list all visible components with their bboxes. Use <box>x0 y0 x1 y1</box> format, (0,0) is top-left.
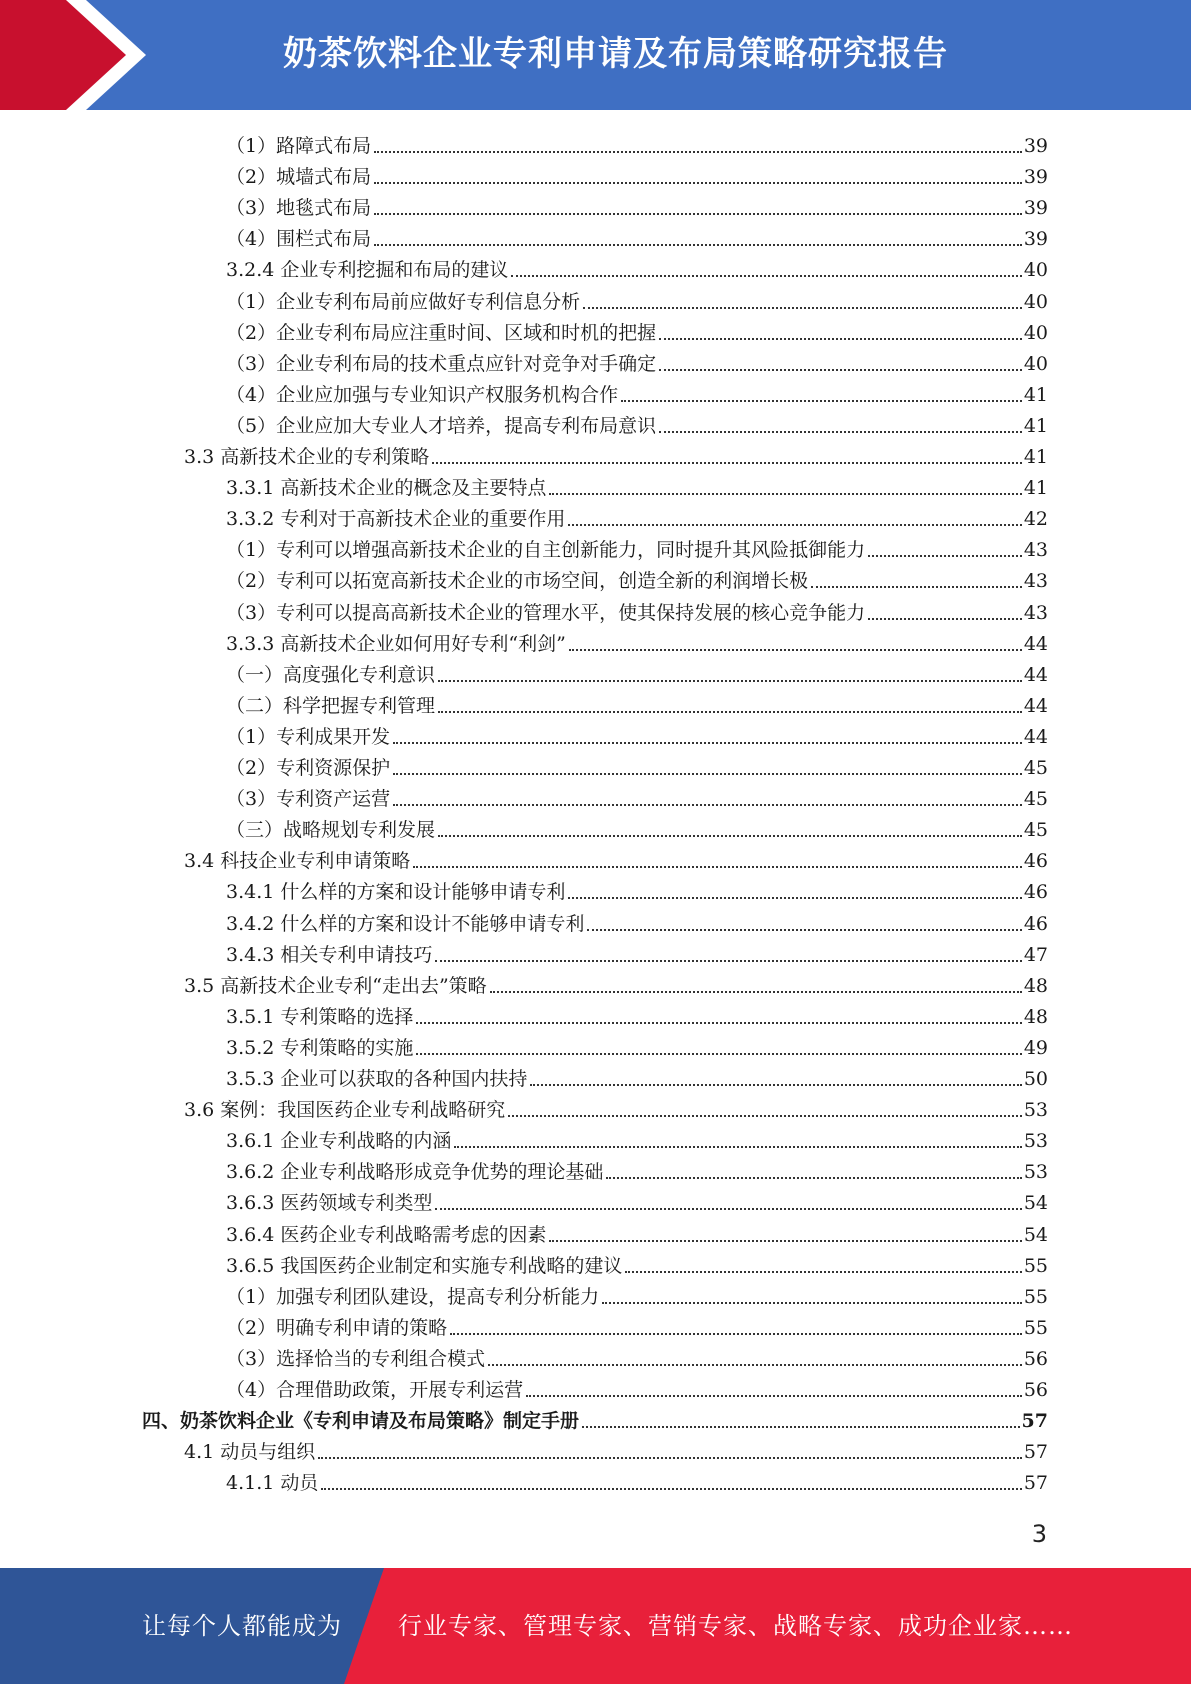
toc-entry-page: 55 <box>1023 1285 1048 1308</box>
toc-entry-title: 3.6.3 医药领域专利类型 <box>226 1192 433 1215</box>
toc-entry[interactable] <box>226 469 1048 500</box>
toc-entry[interactable] <box>226 220 1048 251</box>
footer-slogan-right: 行业专家、管理专家、营销专家、战略专家、成功企业家…… <box>398 1612 1073 1640</box>
toc-entry[interactable] <box>184 438 1048 469</box>
toc-entry[interactable] <box>226 283 1048 314</box>
toc-dot-leader <box>435 960 1021 962</box>
toc-entry[interactable] <box>226 500 1048 531</box>
toc-entry-page: 41 <box>1023 446 1048 468</box>
toc-entry-page: 39 <box>1023 197 1048 220</box>
toc-entry[interactable] <box>226 531 1048 562</box>
toc-entry-title: （3）选择恰当的专利组合模式 <box>226 1347 486 1370</box>
toc-dot-leader <box>625 1271 1021 1273</box>
toc-dot-leader <box>659 431 1022 433</box>
toc-dot-leader <box>621 400 1022 402</box>
toc-entry[interactable] <box>226 562 1048 593</box>
toc-entry-title: 3.3.2 专利对于高新技术企业的重要作用 <box>226 508 566 531</box>
toc-entry-page: 48 <box>1023 974 1048 997</box>
toc-entry-title: （3）专利可以提高高新技术企业的管理水平，使其保持发展的核心竞争能力 <box>226 601 866 624</box>
toc-dot-leader <box>549 1240 1021 1242</box>
toc-entry[interactable] <box>226 687 1048 718</box>
toc-entry-title: 3.2.4 企业专利挖掘和布局的建议 <box>226 259 509 282</box>
toc-entry[interactable] <box>226 1278 1048 1309</box>
toc-entry-page: 46 <box>1023 912 1048 935</box>
toc-dot-leader <box>321 1488 1021 1490</box>
toc-entry-title: （5）企业应加大专业人才培养，提高专利布局意识 <box>226 414 657 437</box>
toc-dot-leader <box>582 1426 1020 1428</box>
toc-entry-page: 53 <box>1023 1161 1048 1184</box>
toc-dot-leader <box>568 524 1021 526</box>
toc-entry[interactable] <box>142 1402 1048 1433</box>
toc-dot-leader <box>438 711 1022 713</box>
toc-entry[interactable] <box>226 905 1048 936</box>
toc-entry-title: （1）专利可以增强高新技术企业的自主创新能力，同时提升其风险抵御能力 <box>226 539 866 562</box>
toc-dot-leader <box>374 213 1022 215</box>
toc-entry-title: 3.5.1 专利策略的选择 <box>226 1005 414 1028</box>
toc-dot-leader <box>438 680 1022 682</box>
toc-entry-title: 3.5 高新技术企业专利“走出去”策略 <box>184 974 487 997</box>
toc-entry-title: 3.6 案例：我国医药企业专利战略研究 <box>184 1099 506 1122</box>
toc-entry[interactable] <box>184 967 1048 998</box>
toc-entry-page: 40 <box>1023 290 1048 313</box>
toc-entry-page: 55 <box>1023 1316 1048 1339</box>
toc-entry-page: 39 <box>1023 166 1048 189</box>
toc-entry-title: （2）专利资源保护 <box>226 757 391 779</box>
toc-entry-page: 44 <box>1023 663 1048 686</box>
toc-entry[interactable] <box>226 158 1048 189</box>
footer-slogan-left: 让每个人都能成为 <box>142 1612 342 1640</box>
toc-entry[interactable] <box>226 345 1048 376</box>
toc-entry-page: 41 <box>1023 383 1048 406</box>
toc-entry-title: 3.3.1 高新技术企业的概念及主要特点 <box>226 477 547 500</box>
toc-entry-page: 40 <box>1023 321 1048 344</box>
toc-entry-title: （1）企业专利布局前应做好专利信息分析 <box>226 290 581 313</box>
toc-entry-page: 45 <box>1023 819 1048 842</box>
toc-entry[interactable] <box>226 1153 1048 1184</box>
toc-entry-page: 57 <box>1023 1472 1048 1495</box>
toc-entry[interactable] <box>226 656 1048 687</box>
toc-entry[interactable] <box>226 998 1048 1029</box>
toc-entry[interactable] <box>226 749 1048 780</box>
toc-entry-title: （2）专利可以拓宽高新技术企业的市场空间，创造全新的利润增长极 <box>226 570 809 593</box>
toc-dot-leader <box>438 835 1022 837</box>
toc-dot-leader <box>416 1053 1021 1055</box>
toc-entry-title: 3.4.2 什么样的方案和设计不能够申请专利 <box>226 912 585 935</box>
toc-entry-title: （1）加强专利团队建设，提高专利分析能力 <box>226 1285 600 1308</box>
toc-dot-leader <box>454 1146 1021 1148</box>
toc-dot-leader <box>393 742 1022 744</box>
page-number: 3 <box>1031 1520 1047 1548</box>
toc-dot-leader <box>374 244 1022 246</box>
toc-entry-page: 46 <box>1023 881 1048 904</box>
toc-entry-page: 48 <box>1023 1005 1048 1028</box>
toc-entry-page: 45 <box>1023 788 1048 811</box>
toc-entry-page: 55 <box>1023 1254 1048 1277</box>
toc-entry-page: 44 <box>1023 694 1048 717</box>
toc-entry-page: 43 <box>1023 539 1048 562</box>
toc-entry-page: 43 <box>1023 601 1048 624</box>
toc-entry[interactable] <box>184 842 1048 873</box>
page-footer <box>0 1568 1191 1684</box>
toc-entry-title: 3.6.5 我国医药企业制定和实施专利战略的建议 <box>226 1254 623 1277</box>
toc-entry-title: （一）高度强化专利意识 <box>226 663 436 686</box>
toc-entry[interactable] <box>226 873 1048 904</box>
toc-entry-page: 41 <box>1023 477 1048 500</box>
toc-entry-title: （2）明确专利申请的策略 <box>226 1316 448 1339</box>
toc-dot-leader <box>450 1333 1022 1335</box>
toc-entry-page: 53 <box>1023 1130 1048 1153</box>
toc-entry-title: 3.3.3 高新技术企业如何用好专利“利剑” <box>226 632 566 655</box>
toc-entry[interactable] <box>226 1247 1048 1278</box>
toc-entry-title: 四、奶茶饮料企业《专利申请及布局策略》制定手册 <box>142 1410 580 1433</box>
toc-dot-leader <box>511 275 1021 277</box>
toc-dot-leader <box>811 586 1022 588</box>
toc-entry[interactable] <box>226 1309 1048 1340</box>
toc-dot-leader <box>606 1177 1021 1179</box>
toc-entry[interactable] <box>184 1091 1048 1122</box>
toc-entry-title: （1）专利成果开发 <box>226 725 391 748</box>
toc-dot-leader <box>602 1302 1022 1304</box>
toc-entry-page: 56 <box>1023 1379 1048 1401</box>
toc-entry[interactable] <box>226 936 1048 967</box>
toc-dot-leader <box>393 773 1022 775</box>
toc-entry-title: 3.6.1 企业专利战略的内涵 <box>226 1130 452 1153</box>
toc-entry-page: 40 <box>1023 259 1048 282</box>
toc-entry-page: 53 <box>1023 1099 1048 1122</box>
toc-dot-leader <box>490 991 1022 993</box>
toc-entry-title: （4）企业应加强与专业知识产权服务机构合作 <box>226 383 619 406</box>
report-title: 奶茶饮料企业专利申请及布局策略研究报告 <box>283 34 948 74</box>
toc-entry-title: 3.5.3 企业可以获取的各种国内扶持 <box>226 1068 528 1090</box>
toc-entry-page: 56 <box>1023 1347 1048 1370</box>
toc-dot-leader <box>659 338 1022 340</box>
toc-entry-page: 43 <box>1023 570 1048 593</box>
toc-dot-leader <box>868 555 1022 557</box>
toc-entry[interactable] <box>226 780 1048 811</box>
toc-dot-leader <box>868 618 1022 620</box>
toc-dot-leader <box>508 1115 1022 1117</box>
toc-entry[interactable] <box>226 1029 1048 1060</box>
toc-entry[interactable] <box>226 718 1048 749</box>
toc-entry[interactable] <box>226 594 1048 625</box>
toc-entry-page: 49 <box>1023 1036 1048 1059</box>
toc-entry-title: （4）合理借助政策，开展专利运营 <box>226 1379 524 1401</box>
toc-entry-title: （3）专利资产运营 <box>226 788 391 811</box>
toc-entry[interactable] <box>226 1371 1048 1402</box>
toc-dot-leader <box>530 1084 1021 1086</box>
toc-entry-title: （1）路障式布局 <box>226 135 372 157</box>
toc-entry[interactable] <box>226 189 1048 220</box>
toc-entry-page: 54 <box>1023 1223 1048 1246</box>
toc-entry[interactable] <box>226 376 1048 407</box>
toc-dot-leader <box>374 182 1022 184</box>
toc-entry-page: 46 <box>1023 850 1048 873</box>
toc-entry-page: 50 <box>1023 1068 1048 1090</box>
toc-dot-leader <box>549 493 1021 495</box>
toc-entry-title: 3.4 科技企业专利申请策略 <box>184 850 411 873</box>
toc-entry-page: 41 <box>1023 414 1048 437</box>
toc-entry-page: 54 <box>1023 1192 1048 1215</box>
toc-dot-leader <box>568 897 1021 899</box>
page-header <box>0 0 1191 110</box>
toc-entry-title: 3.6.4 医药企业专利战略需考虑的因素 <box>226 1223 547 1246</box>
toc-entry[interactable] <box>226 407 1048 438</box>
toc-entry-title: （2）企业专利布局应注重时间、区域和时机的把握 <box>226 321 657 344</box>
toc-dot-leader <box>587 929 1021 931</box>
toc-dot-leader <box>435 1208 1021 1210</box>
toc-entry-title: （三）战略规划专利发展 <box>226 819 436 842</box>
toc-entry-page: 57 <box>1023 1441 1048 1464</box>
toc-entry-page: 39 <box>1023 228 1048 251</box>
toc-entry-title: 3.5.2 专利策略的实施 <box>226 1036 414 1059</box>
toc-entry[interactable] <box>226 1216 1048 1247</box>
toc-entry-page: 40 <box>1023 352 1048 375</box>
toc-entry-title: 4.1 动员与组织 <box>184 1441 316 1464</box>
toc-dot-leader <box>416 1022 1021 1024</box>
toc-entry-page: 42 <box>1023 508 1048 531</box>
toc-entry-title: （4）围栏式布局 <box>226 228 372 251</box>
toc-dot-leader <box>659 369 1022 371</box>
toc-entry-page: 44 <box>1023 725 1048 748</box>
toc-entry-page: 44 <box>1023 632 1048 655</box>
toc-entry-page: 39 <box>1023 135 1048 157</box>
toc-entry-page: 57 <box>1021 1410 1048 1433</box>
toc-entry[interactable] <box>226 127 1048 158</box>
toc-entry-title: 3.6.2 企业专利战略形成竞争优势的理论基础 <box>226 1161 604 1184</box>
toc-entry-title: 4.1.1 动员 <box>226 1472 319 1495</box>
toc-dot-leader <box>569 649 1022 651</box>
toc-dot-leader <box>583 307 1022 309</box>
toc-entry-title: （二）科学把握专利管理 <box>226 694 436 717</box>
toc-entry[interactable] <box>226 1184 1048 1215</box>
toc-entry[interactable] <box>226 314 1048 345</box>
toc-entry-title: （3）企业专利布局的技术重点应针对竞争对手确定 <box>226 352 657 375</box>
toc-entry[interactable] <box>226 1464 1048 1495</box>
toc-entry[interactable] <box>184 1433 1048 1464</box>
toc-entry-title: 3.4.1 什么样的方案和设计能够申请专利 <box>226 881 566 904</box>
toc-dot-leader <box>413 866 1022 868</box>
toc-dot-leader <box>488 1364 1022 1366</box>
toc-entry[interactable] <box>226 1122 1048 1153</box>
toc-entry[interactable] <box>226 625 1048 656</box>
toc-dot-leader <box>526 1395 1022 1397</box>
toc-entry[interactable] <box>226 1340 1048 1371</box>
toc-entry-title: 3.3 高新技术企业的专利策略 <box>184 446 430 468</box>
toc-entry-page: 45 <box>1023 757 1048 779</box>
toc-dot-leader <box>393 804 1022 806</box>
toc-entry-title: 3.4.3 相关专利申请技巧 <box>226 943 433 966</box>
toc-dot-leader <box>318 1457 1022 1459</box>
toc-entry[interactable] <box>226 1060 1048 1091</box>
toc-dot-leader <box>432 462 1022 464</box>
toc-entry-title: （2）城墙式布局 <box>226 166 372 189</box>
toc-entry[interactable] <box>226 811 1048 842</box>
toc-entry-page: 47 <box>1023 943 1048 966</box>
toc-entry[interactable] <box>226 251 1048 282</box>
toc-entry-title: （3）地毯式布局 <box>226 197 372 220</box>
toc-dot-leader <box>374 151 1022 153</box>
